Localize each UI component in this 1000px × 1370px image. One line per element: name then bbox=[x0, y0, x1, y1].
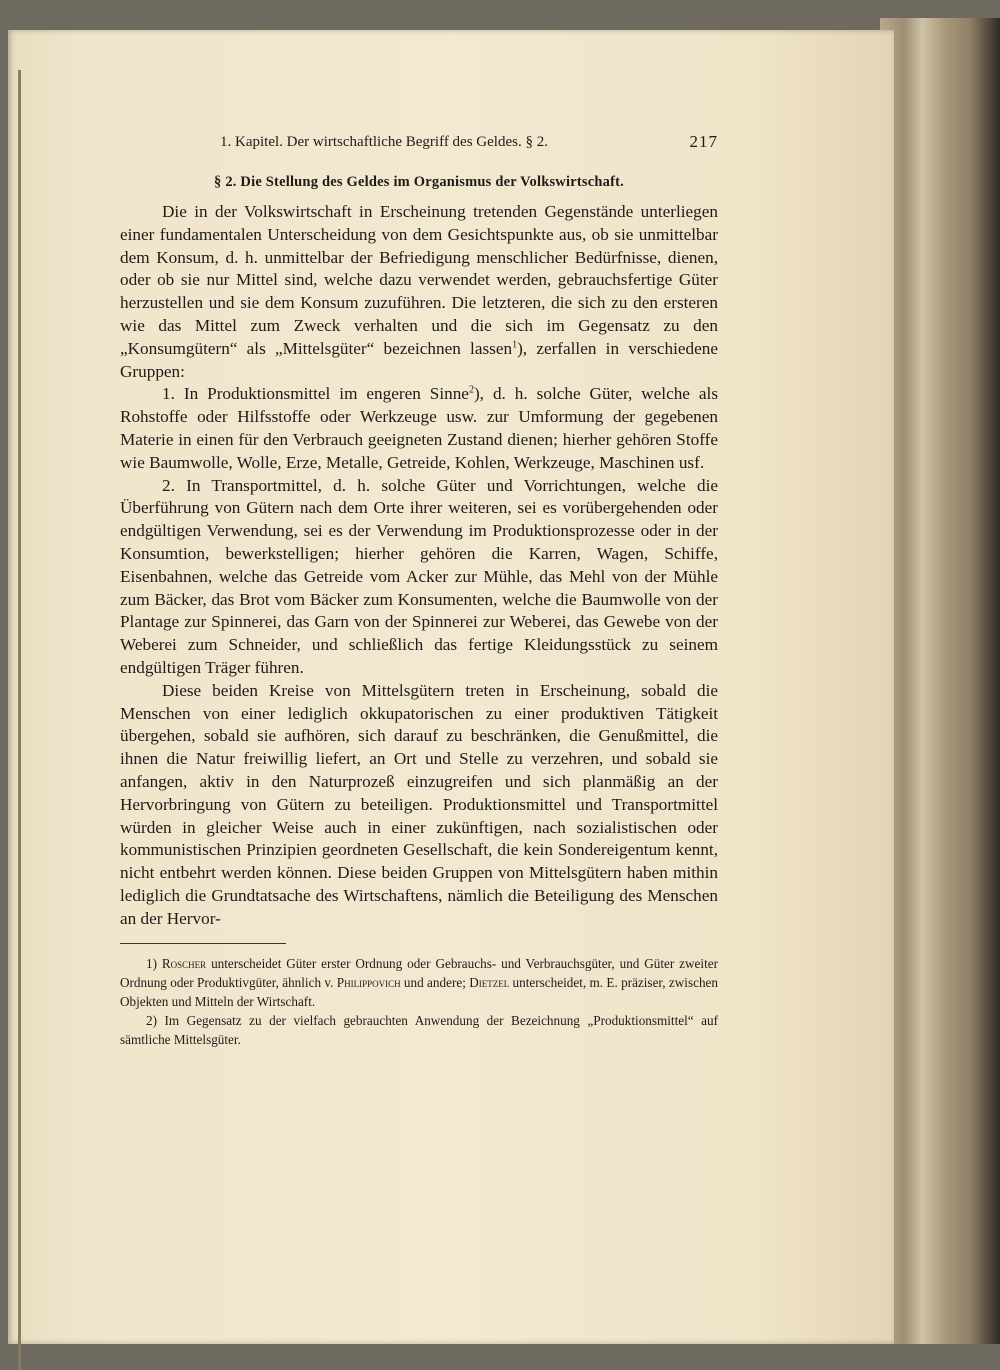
footnote-1-text-b: und andere; bbox=[400, 974, 470, 990]
footnote-1 bbox=[120, 954, 718, 1011]
paragraph-1 bbox=[120, 201, 718, 383]
footnote-1-number: 1) bbox=[146, 955, 162, 971]
page-number: 217 bbox=[689, 132, 718, 151]
paragraph-2-text-a: 1. In Produktionsmittel im engeren Sinne bbox=[162, 384, 469, 404]
paragraph-2 bbox=[120, 383, 718, 474]
paragraph-3: 2. In Transportmittel, d. h. solche Güter und Vorrichtungen, welche die Überführung von Gütern nach dem Orte ihrer weiteren, sei es vorübergehenden oder endgültigen Verwendung, sei es der Verwendung im Produktionsprozesse oder in der Konsumtion, bewerkstelligen; hierher gehören die Karren, Wagen, Schiffe, Eisenbahnen, welche das Getreide vom Acker zur Mühle, das Mehl von der Mühle zum Bäcker, das Brot vom Bäcker zum Konsumenten, welche die Baumwolle von der Plantage zur Spinnerei, das Garn von der Spinnerei zur Weberei, das Gewebe von der Weberei zum Schneider, und schließlich das fertige Kleidungsstück zu seinem endgültigen Träger führen. bbox=[120, 475, 718, 677]
paragraph-1-text-a: Die in der Volkswirtschaft in Erscheinung tretenden Gegenstände unterliegen einer fundamentalen Unterscheidung von dem Gesichtspunkte aus, ob sie unmittelbar dem Konsum, d. h. unmittelbar der Befriedigung menschlicher Bedürfnisse, dienen, oder ob sie nur Mittel sind, welche dazu verwendet werden, gebrauchsfertige Güter herzustellen und sie dem Konsum zuzuführen. Die letzteren, die sich zu den ersteren wie das Mittel zum Zweck verhalten und die sich im Gegensatz zu den „Konsumgütern“ als „Mittelsgüter“ bezeichnen lassen bbox=[120, 202, 718, 358]
paragraph-2-text-b: ), d. h. solche Güter, welche als Rohstoffe oder Hilfsstoffe oder Werkzeuge usw. zur Umformung der gegebenen Materie in einen für den Verbrauch geeigneten Zustand dienen; hierher gehören Stoffe wie Baumwolle, Wolle, Erze, Metalle, Getreide, Kohlen, Werkzeuge, Maschinen usf. bbox=[120, 384, 719, 472]
section-title: § 2. Die Stellung des Geldes im Organismus der Volkswirtschaft. bbox=[214, 174, 624, 190]
footnote-ref-1: 1 bbox=[512, 339, 518, 351]
footnote-1-text-a: unterscheidet Güter erster Ordnung oder Gebrauchs- und Verbrauchsgüter, und Güter zweiter Ordnung oder Produktivgüter, ähnlich v. bbox=[120, 955, 718, 990]
footnote-2: 2) Im Gegensatz zu der vielfach gebrauchten Anwendung der Bezeichnung „Produktionsmittel“ auf sämtliche Mittelsgüter. bbox=[120, 1012, 718, 1047]
body-text bbox=[120, 201, 718, 931]
footnote-1-author-roscher: Roscher bbox=[161, 955, 207, 971]
paragraph-1-text-b: ), zerfallen in verschiedene Gruppen: bbox=[120, 338, 718, 381]
paragraph-4: Diese beiden Kreise von Mittelsgütern treten in Erscheinung, sobald die Menschen von einer lediglich okkupatorischen zu einer produktiven Tätigkeit übergehen, sobald sie aufhören, sich darauf zu beschränken, die Genußmittel, die ihnen die Natur freiwillig liefert, an Ort und Stelle zu verzehren, und sobald sie anfangen, aktiv in den Naturprozeß einzugreifen und sich planmäßig an der Hervorbringung von Gütern zu beteiligen. Produktionsmittel und Transportmittel würden in gleicher Weise auch in einer zukünftigen, nach sozialistischen oder kommunistischen Prinzipien geordneten Gesellschaft, die kein Sondereigentum kennt, nicht entbehrt werden können. Diese beiden Gruppen von Mittelsgütern haben mithin lediglich die Grundtatsache des Wirtschaftens, nämlich die Beteiligung des Menschen an der Hervor- bbox=[120, 680, 718, 928]
footnote-ref-2: 2 bbox=[468, 384, 474, 396]
footnote-rule bbox=[120, 943, 286, 944]
footnotes bbox=[120, 954, 718, 1049]
binding-edge bbox=[18, 70, 21, 1370]
book-edge bbox=[880, 18, 1000, 1344]
page-text bbox=[120, 130, 718, 1049]
footnote-1-author-dietzel: Dietzel bbox=[469, 974, 510, 990]
running-head bbox=[120, 130, 718, 160]
footnote-1-text-c: unterscheidet, m. E. präziser, zwischen Objekten und Mitteln der Wirtschaft. bbox=[120, 974, 718, 1009]
running-head-title: 1. Kapitel. Der wirtschaftliche Begriff des Geldes. § 2. bbox=[220, 134, 548, 150]
footnote-1-author-philippovich: Philippovich bbox=[336, 974, 401, 990]
